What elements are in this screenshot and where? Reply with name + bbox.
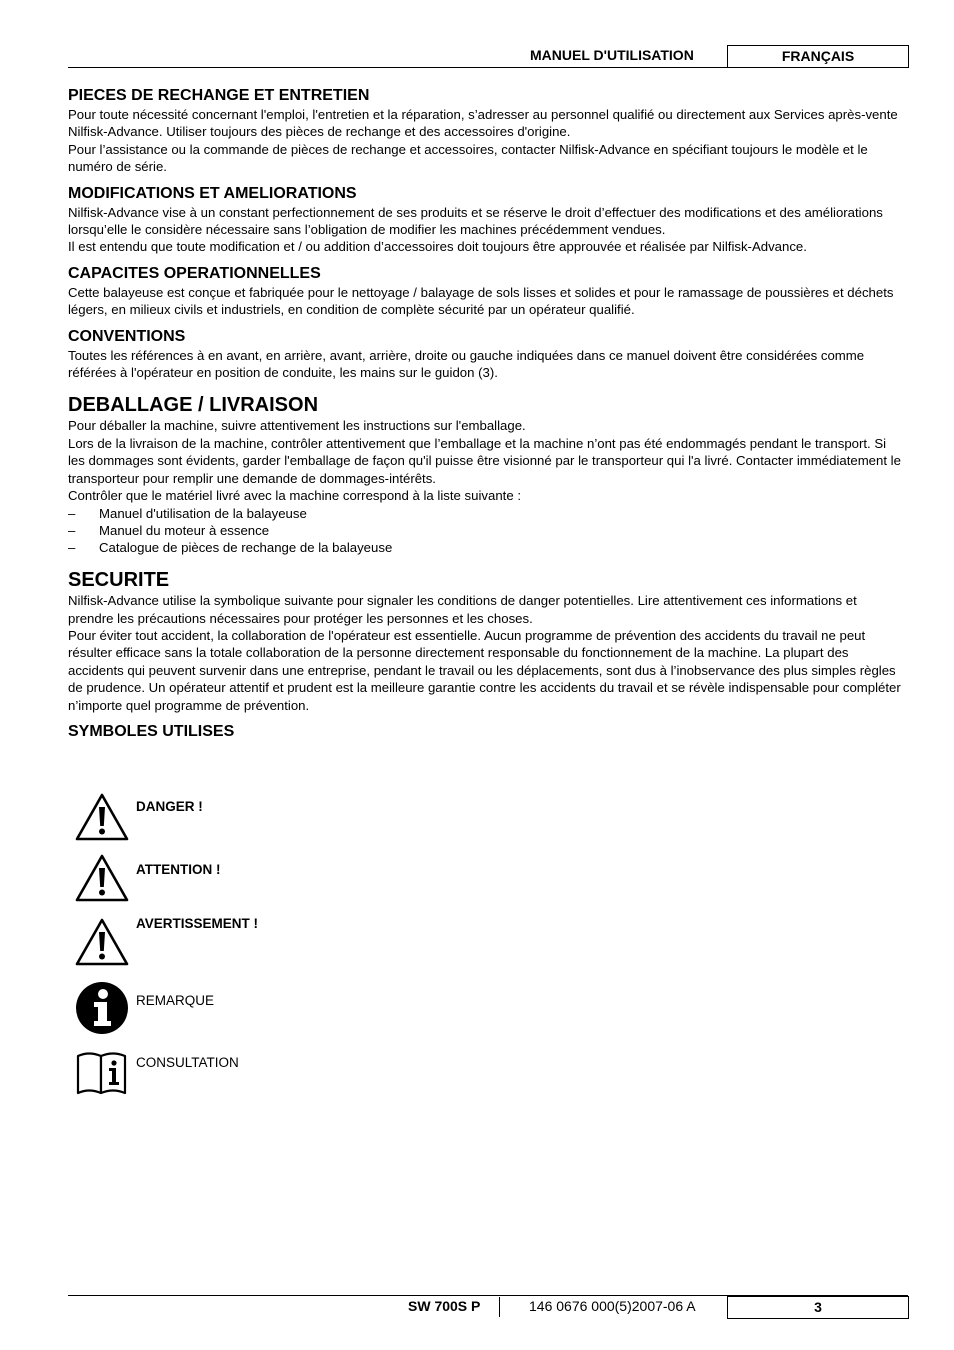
symbol-label-avertissement: AVERTISSEMENT ! <box>136 916 259 931</box>
list-dash: – <box>68 505 76 521</box>
conventions-paragraph-1: Toutes les références à en avant, en arrière, avant, arrière, droite ou gauche indiquées dans ce manuel doivent être considérées comme référées à l'opérateur en position de conduite, les mains sur le guidon (3). <box>68 347 865 381</box>
section-title-deballage: DEBALLAGE / LIVRAISON <box>68 394 319 417</box>
warning-triangle-icon <box>74 791 130 847</box>
modifications-paragraph-1: Nilfisk-Advance vise à un constant perfectionnement de ses produits et se réserve le droit d’effectuer des modifications et des améliorations lorsqu’elle le considère nécessaire sans l’obligation de modifier les machines précédemment vendues. <box>68 204 883 238</box>
modifications-paragraph-2: Il est entendu que toute modification et / ou addition d’accessoires doit toujours être approuvée et réalisée par Nilfisk-Advance. <box>68 239 807 255</box>
footer-doc-code: 146 0676 000(5)2007-06 A <box>529 1298 696 1314</box>
capacites-paragraph-1: Cette balayeuse est conçue et fabriquée pour le nettoyage / balayage de sols lisses et solides et pour le ramassage de poussières et déchets légers, en milieux civils et industriels, en condition de complète sécurité par un opérateur qualifié. <box>68 284 894 318</box>
list-item: – Catalogue de pièces de rechange de la balayeuse <box>68 539 393 555</box>
pieces-paragraph-2: Pour l’assistance ou la commande de pièces de rechange et accessoires, contacter Nilfisk-Advance en spécifiant toujours le modèle et le numéro de série. <box>68 141 868 175</box>
deballage-paragraph-3: Contrôler que le matériel livré avec la machine correspond à la liste suivante : <box>68 488 521 504</box>
list-item: – Manuel du moteur à essence <box>68 522 270 538</box>
header-divider <box>68 67 908 68</box>
pieces-paragraph-1: Pour toute nécessité concernant l'emploi, l'entretien et la réparation, s’adresser au personnel qualifié ou directement aux Services après-vente Nilfisk-Advance. Utiliser toujours des pièces de rechange et des accessoires d'origine. <box>68 107 898 140</box>
page-number: 3 <box>814 1299 822 1315</box>
footer-separator <box>499 1297 500 1317</box>
symbol-label-consultation: CONSULTATION <box>136 1055 239 1070</box>
page-content <box>68 86 904 742</box>
footer-page-box <box>727 1296 909 1319</box>
list-dash: – <box>68 522 76 538</box>
footer-model: SW 700S P <box>408 1298 481 1314</box>
header-language-box <box>727 45 909 68</box>
info-circle-icon <box>74 979 130 1035</box>
list-item: – Manuel d'utilisation de la balayeuse <box>68 505 307 521</box>
section-title-conventions: CONVENTIONS <box>68 327 186 345</box>
section-title-securite: SECURITE <box>68 569 170 592</box>
list-dash: – <box>68 539 76 555</box>
section-title-pieces: PIECES DE RECHANGE ET ENTRETIEN <box>68 87 370 104</box>
warning-triangle-icon <box>74 852 130 908</box>
deballage-paragraph-1: Pour déballer la machine, suivre attentivement les instructions sur l'emballage. <box>68 418 526 434</box>
header-language: FRANÇAIS <box>781 48 855 64</box>
section-title-capacites: CAPACITES OPERATIONNELLES <box>68 264 321 282</box>
deballage-paragraph-2: Lors de la livraison de la machine, contrôler attentivement que l’emballage et la machine n’ont pas été endommagés pendant le transport. Si les dommages sont évidents, garder l'emballage de façon qu'il puisse être visionné par le transporteur qui l'a livré. Contacter immédiatement le transporteur pour remplir une demande de dommages-intérêts. <box>68 435 901 486</box>
symbol-label-attention: ATTENTION ! <box>136 862 221 877</box>
warning-triangle-icon <box>74 916 130 972</box>
securite-paragraph-1: Nilfisk-Advance utilise la symbolique suivante pour signaler les conditions de danger potentielles. Lire attentivement ces informations et prendre les précautions nécessaires pour protéger les personnes et les choses. <box>68 593 857 626</box>
section-title-modifications: MODIFICATIONS ET AMELIORATIONS <box>68 184 357 202</box>
section-title-symboles: SYMBOLES UTILISES <box>68 722 235 740</box>
symbol-label-danger: DANGER ! <box>136 799 203 814</box>
manual-book-icon <box>74 1047 130 1103</box>
securite-paragraph-2: Pour éviter tout accident, la collaboration de l'opérateur est essentielle. Aucun programme de prévention des accidents du travail ne peut résulter efficace sans la totale collaboration de la personne directement responsable du fonctionnement de la machine. La plupart des accidents qui peuvent survenir dans une entreprise, pendant le travail ou les déplacements, sont dus à l’inobservance des plus simples règles de prudence. Un opérateur attentif et prudent est la meilleure garantie contre les accidents du travail et se révèle indispensable pour compléter n’importe quel programme de prévention. <box>68 627 901 713</box>
header-manual-label: MANUEL D'UTILISATION <box>530 47 694 63</box>
delivery-list <box>68 505 904 557</box>
symbol-label-remarque: REMARQUE <box>136 993 215 1008</box>
